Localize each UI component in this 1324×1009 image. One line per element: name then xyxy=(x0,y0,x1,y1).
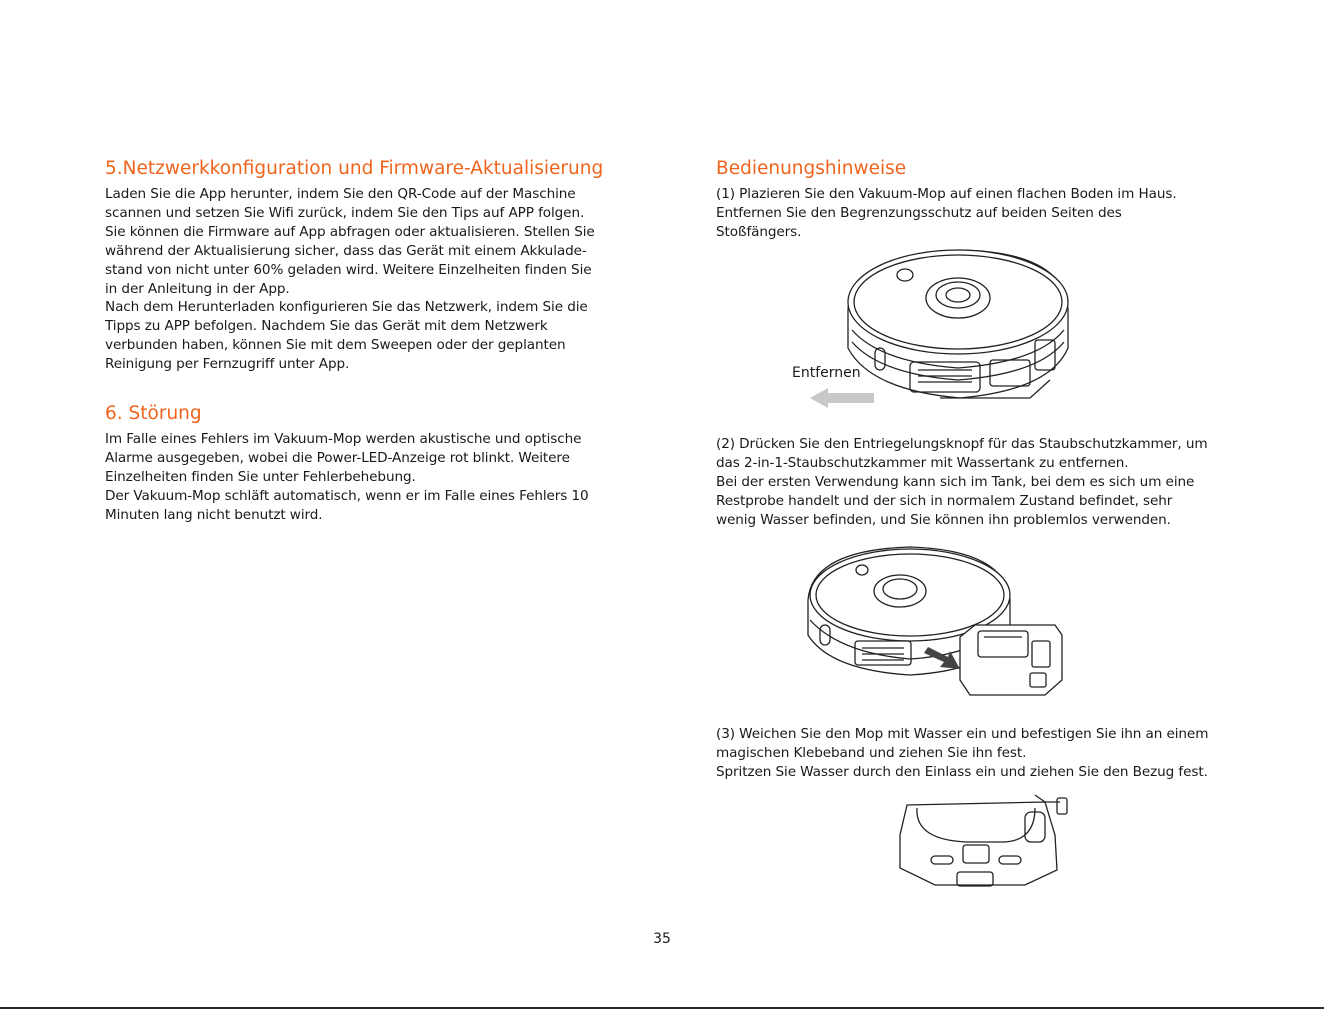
section-body-fault: Im Falle eines Fehlers im Vakuum-Mop werden akustische und optische Alarme ausgegeben, wobei die Power-LED-Anzeige rot blinkt. Weitere Einzelheiten finden Sie unter Fehlerbehebung. Der Vakuum-Mop schläft automatisch, wenn er im Falle eines Fehlers 10 Minuten lang nicht benutzt wird. xyxy=(105,431,589,523)
step-2-block xyxy=(716,435,1236,530)
figure-mop-module xyxy=(895,790,1075,895)
step-2-text: (2) Drücken Sie den Entriegelungsknopf für das Staubschutzkammer, um das 2-in-1-Staubschutzkammer mit Wassertank zu entfernen. Bei der ersten Verwendung kann sich im Tank, bei dem es sich um eine Restprobe handelt und der sich in normalem Zustand befindet, sehr wenig Wasser befinden, und Sie können ihn problemlos verwenden. xyxy=(716,436,1208,528)
figure-remove-dustbin xyxy=(800,545,1070,705)
figure-remove-bumper-guard xyxy=(780,240,1080,415)
section-heading-operating: Bedienungshinweise xyxy=(716,158,907,179)
right-column xyxy=(716,157,1236,242)
step-1-text: (1) Plazieren Sie den Vakuum-Mop auf einen flachen Boden im Haus. Entfernen Sie den Begrenzungsschutz auf beiden Seiten des Stoßfängers. xyxy=(716,186,1177,240)
figure-label-remove: Entfernen xyxy=(792,365,861,381)
left-column xyxy=(105,157,625,525)
section-network-config xyxy=(105,157,625,374)
section-body-network: Laden Sie die App herunter, indem Sie den QR-Code auf der Maschine scannen und setzen Sie Wifi zurück, indem Sie den Tips auf APP folgen. Sie können die Firmware auf App abfragen oder aktualisieren. Stellen Sie während der Aktualisierung sicher, dass das Gerät mit einem Akkulade- stand von nicht unter 60% geladen wird. Weitere Einzelheiten finden Sie in der Anleitung in der App. Nach dem Herunterladen konfigurieren Sie das Netzwerk, indem Sie die Tipps zu APP befolgen. Nachdem Sie das Gerät mit dem Netzwerk verbunden haben, können Sie mit dem Sweepen oder der geplanten Reinigung per Fernzugriff unter App. xyxy=(105,186,595,373)
section-fault xyxy=(105,402,625,525)
section-heading-fault: 6. Störung xyxy=(105,403,202,425)
step-3-text: (3) Weichen Sie den Mop mit Wasser ein und befestigen Sie ihn an einem magischen Klebeband und ziehen Sie ihn fest. Spritzen Sie Wasser durch den Einlass ein und ziehen Sie den Bezug fest. xyxy=(716,726,1209,780)
step-3-block xyxy=(716,725,1236,782)
arrow-left-icon xyxy=(810,388,874,408)
section-heading-network: 5.Netzwerkkonfiguration und Firmware-Aktualisierung xyxy=(105,158,604,179)
page-number: 35 xyxy=(653,931,671,947)
